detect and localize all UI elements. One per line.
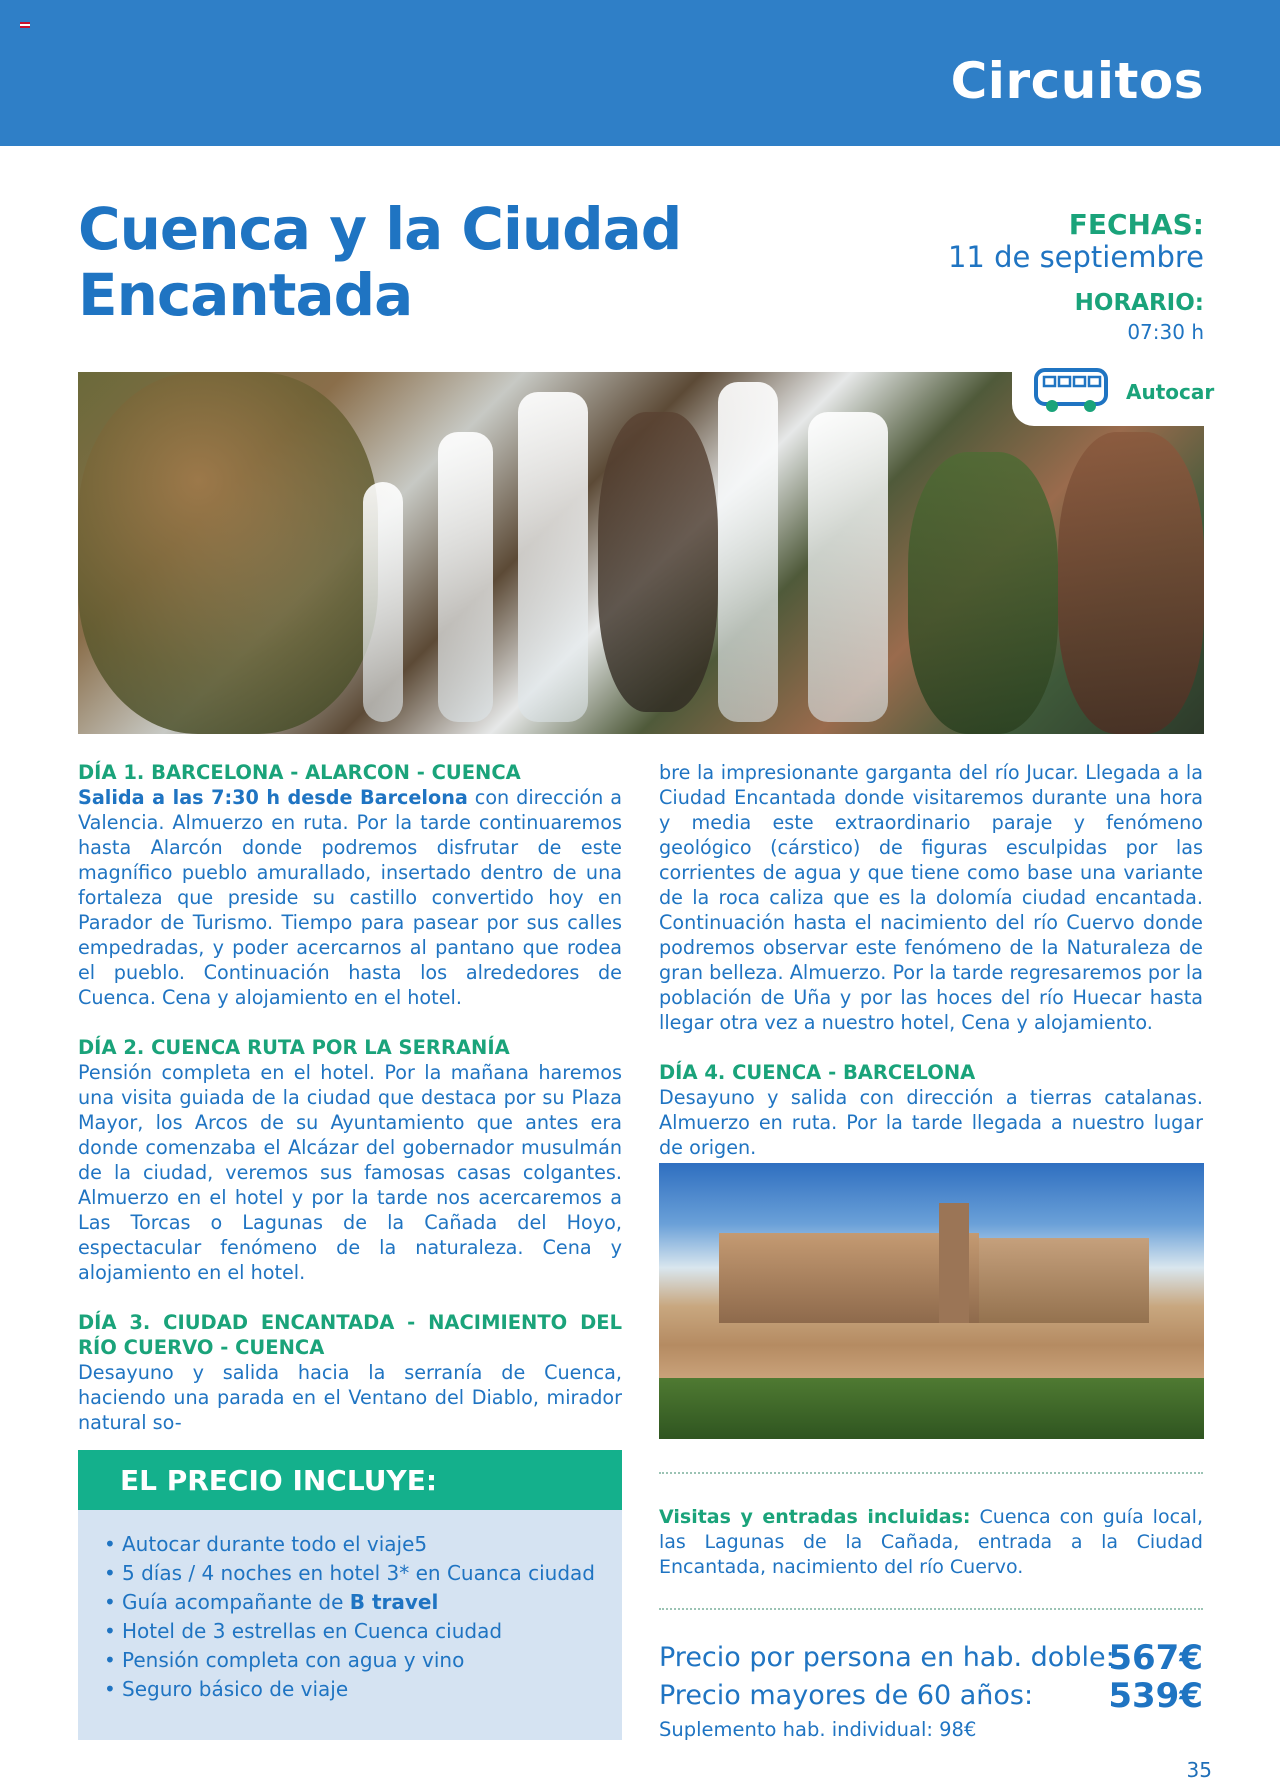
day2-title: DÍA 2. CUENCA RUTA POR LA SERRANÍA xyxy=(78,1036,510,1059)
price-senior-label: Precio mayores de 60 años: xyxy=(659,1680,1034,1711)
single-supplement: Suplemento hab. individual: 98€ xyxy=(659,1718,977,1741)
itinerary-right-column xyxy=(659,760,1203,1160)
list-item: • Pensión completa con agua y vino xyxy=(104,1648,465,1672)
price-double-label: Precio por persona en hab. doble: xyxy=(659,1642,1115,1673)
schedule-label: HORARIO: xyxy=(1074,290,1204,316)
day1-lead: Salida a las 7:30 h desde Barcelona xyxy=(78,786,468,809)
price-includes-box xyxy=(78,1450,622,1740)
includes-list xyxy=(78,1530,622,1704)
itinerary-left-column xyxy=(78,760,622,1435)
divider xyxy=(659,1608,1203,1610)
visits-text: Cuenca con guía local, las Lagunas de la Cañada, entrada a la Ciudad Encantada, nacimiento del río Cuervo. xyxy=(659,1506,1203,1578)
visits-label: Visitas y entradas incluidas: xyxy=(659,1506,971,1528)
list-item: • Guía acompañante de B travel xyxy=(104,1590,439,1614)
day3-text-continued: bre la impresionante garganta del río Jucar. Llegada a la Ciudad Encantada donde visitaremos durante una hora y media este extraordinario paraje y fenómeno geológico (cárstico) de figuras esculpidas por las corrientes de agua y que tiene como base una variante de la roca caliza que es la dolomía ciudad encantada. Continuación hasta el nacimiento del río Cuervo donde podremos observar este fenómeno de la Naturaleza de gran belleza. Almuerzo. Por la tarde regresaremos por la población de Uña y por las hoces del río Huecar hasta llegar otra vez a nuestro hotel, Cena y alojamiento. xyxy=(659,761,1203,1034)
list-item: • Seguro básico de viaje xyxy=(104,1677,349,1701)
day1-title: DÍA 1. BARCELONA - ALARCON - CUENCA xyxy=(78,761,521,784)
divider xyxy=(659,1472,1203,1474)
day3-text-start: Desayuno y salida hacia la serranía de Cuenca, haciendo una parada en el Ventano del Diablo, mirador natural so- xyxy=(78,1361,622,1434)
day1-body: con dirección a Valencia. Almuerzo en ruta. Por la tarde continuaremos hasta Alarcón donde podremos disfrutar de este magnífico pueblo amurallado, insertado dentro de una fortaleza que preside su castillo convertido hoy en Parador de Turismo. Tiempo para pasear por sus calles empedradas, y poder acercarnos al pantano que rodea el pueblo. Continuación hasta los alrededores de Cuenca. Cena y alojamiento en el hotel. xyxy=(78,786,622,1009)
includes-title: EL PRECIO INCLUYE: xyxy=(78,1450,622,1510)
price-double-value: 567€ xyxy=(1108,1638,1203,1678)
bus-icon xyxy=(1032,366,1110,414)
transport-label: Autocar xyxy=(1126,380,1215,404)
list-item: • Autocar durante todo el viaje5 xyxy=(104,1532,428,1556)
flag-icon xyxy=(20,22,30,28)
header-bar xyxy=(0,0,1280,146)
dates-label: FECHAS: xyxy=(1068,208,1204,241)
day1-text xyxy=(78,785,622,1010)
day4-title: DÍA 4. CUENCA - BARCELONA xyxy=(659,1061,976,1084)
schedule-value: 07:30 h xyxy=(1127,320,1204,344)
transport-tag xyxy=(1012,362,1215,426)
day4-text: Desayuno y salida con dirección a tierras catalanas. Almuerzo en ruta. Por la tarde llegada a nuestro lugar de origen. xyxy=(659,1086,1203,1159)
waterfall-photo xyxy=(78,372,1204,734)
visits-included xyxy=(659,1505,1203,1580)
cuenca-hanging-houses-photo xyxy=(659,1163,1204,1439)
list-item: • 5 días / 4 noches en hotel 3* en Cuanca ciudad xyxy=(104,1561,595,1585)
price-senior-value: 539€ xyxy=(1108,1676,1203,1716)
page-number: 35 xyxy=(1186,1758,1212,1782)
day3-title: DÍA 3. CIUDAD ENCANTADA - NACIMIENTO DEL RÍO CUERVO - CUENCA xyxy=(78,1311,622,1359)
day2-text: Pensión completa en el hotel. Por la mañana haremos una visita guiada de la ciudad que destaca por su Plaza Mayor, los Arcos de su Ayuntamiento que antes era donde comenzaba el Alcázar del gobernador musulmán de la ciudad, veremos sus famosas casas colgantes. Almuerzo en el hotel y por la tarde nos acercaremos a Las Torcas o Lagunas de la Cañada del Hoyo, espectacular fenómeno de la naturaleza. Cena y alojamiento en el hotel. xyxy=(78,1061,622,1284)
tour-title: Cuenca y la Ciudad Encantada xyxy=(78,195,682,329)
brand-name: B travel xyxy=(349,1590,439,1614)
dates-value: 11 de septiembre xyxy=(947,240,1204,274)
section-title: Circuitos xyxy=(950,52,1204,110)
list-item: • Hotel de 3 estrellas en Cuenca ciudad xyxy=(104,1619,503,1643)
